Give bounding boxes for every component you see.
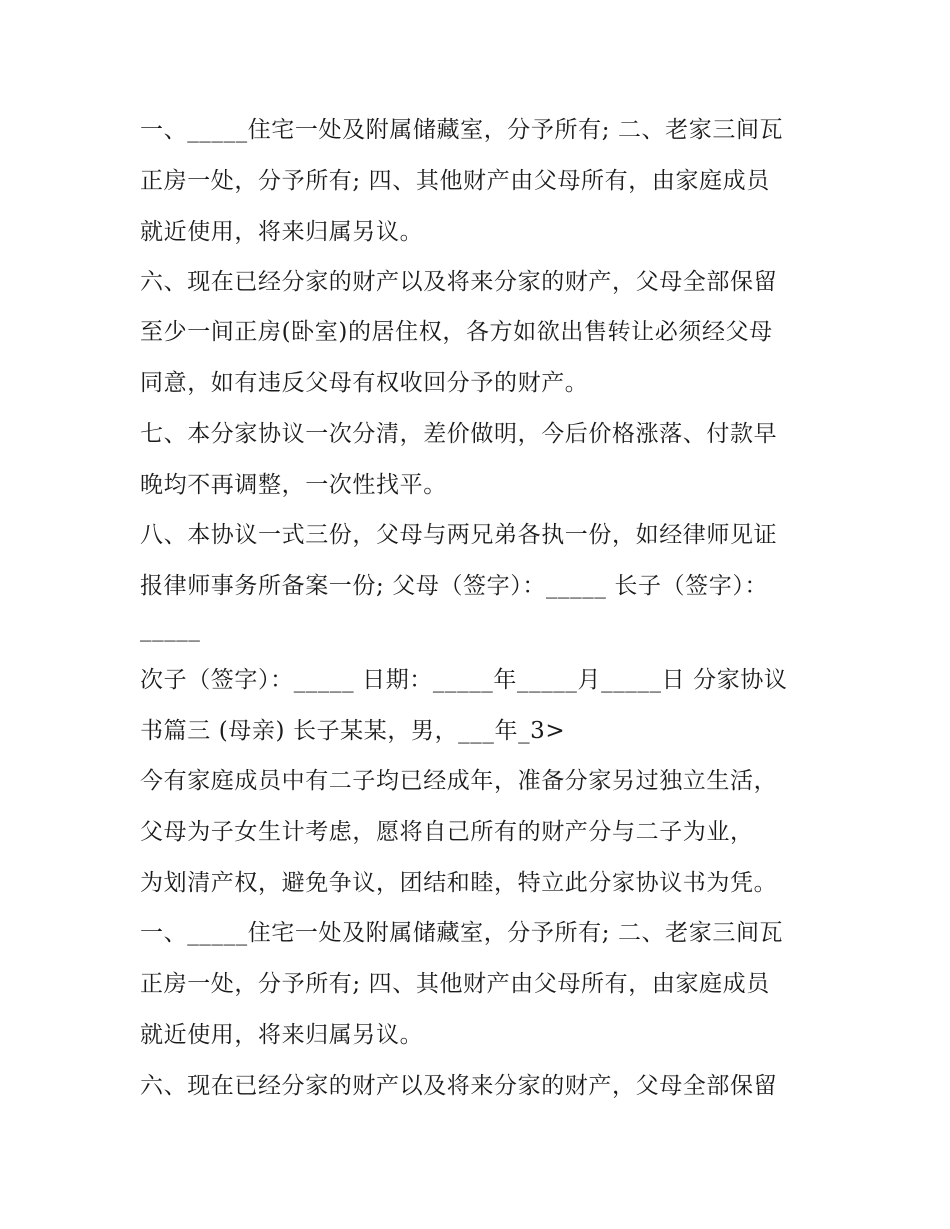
- text-line: 一、_____住宅一处及附属储藏室，分予所有; 二、老家三间瓦: [140, 117, 784, 143]
- text-line: 书篇三 (母亲) 长子某某，男，___年_3>: [140, 718, 566, 744]
- text-line: 晚均不再调整，一次性找平。: [140, 472, 447, 498]
- text-line: 就近使用，将来归属另议。: [140, 219, 424, 245]
- text-line: 至少一间正房(卧室)的居住权，各方如欲出售转让必须经父母: [140, 319, 773, 345]
- text-line: 同意，如有违反父母有权收回分予的财产。: [140, 370, 589, 396]
- text-line: 今有家庭成员中有二子均已经成年，准备分家另过独立生活，: [140, 768, 778, 794]
- text-line: 就近使用，将来归属另议。: [140, 1022, 424, 1048]
- text-line: 父母为子女生计考虑，愿将自己所有的财产分与二子为业，: [140, 819, 754, 845]
- text-line: 为划清产权，避免争议，团结和睦，特立此分家协议书为凭。: [140, 870, 778, 896]
- text-line: 次子（签字）：_____ 日期：_____年_____月_____日 分家协议: [140, 667, 788, 693]
- text-line: 报律师事务所备案一份; 父母（签字）：_____ 长子（签字）：: [140, 573, 769, 599]
- text-line: _____: [140, 616, 201, 642]
- text-line: 一、_____住宅一处及附属储藏室，分予所有; 二、老家三间瓦: [140, 920, 784, 946]
- text-line: 正房一处，分予所有; 四、其他财产由父母所有，由家庭成员: [140, 971, 770, 997]
- text-line: 正房一处，分予所有; 四、其他财产由父母所有，由家庭成员: [140, 168, 770, 194]
- text-line: 七、本分家协议一次分清，差价做明，今后价格涨落、付款早: [140, 421, 778, 447]
- text-line: 六、现在已经分家的财产以及将来分家的财产，父母全部保留: [140, 1073, 778, 1099]
- text-line: 六、现在已经分家的财产以及将来分家的财产，父母全部保留: [140, 269, 778, 295]
- text-line: 八、本协议一式三份，父母与两兄弟各执一份，如经律师见证: [140, 522, 778, 548]
